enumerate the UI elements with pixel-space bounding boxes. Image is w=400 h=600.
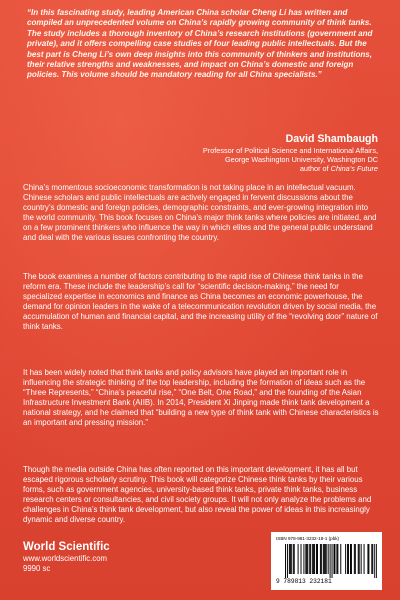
barcode-bar (354, 544, 355, 574)
barcode-bar (293, 544, 294, 574)
barcode-bar (372, 544, 373, 574)
publisher-code: 9990 sc (23, 564, 51, 573)
endorser-book-prefix: author of (299, 164, 331, 173)
barcode-bar (312, 544, 313, 574)
barcode-bar (334, 544, 335, 574)
endorser-book-credit (203, 164, 378, 173)
barcode-bar (323, 544, 324, 574)
barcode-bar (367, 544, 368, 574)
barcode-bar (364, 544, 365, 574)
barcode-bar (334, 544, 335, 574)
barcode-bar (320, 544, 321, 574)
barcode-bars (285, 544, 377, 578)
barcode-bar (309, 544, 310, 574)
barcode-bar (348, 544, 349, 574)
barcode-bar (289, 544, 290, 574)
isbn-label: ISBN 978-981-3232-18-1 (pbk) (276, 536, 340, 541)
barcode-bar (307, 544, 308, 574)
barcode-bar (361, 544, 362, 574)
barcode-bar (301, 544, 302, 574)
endorser-affiliation: George Washington University, Washington DC (224, 155, 378, 164)
barcode-bar (285, 544, 286, 578)
barcode-bar (290, 544, 291, 574)
barcode-bar (376, 544, 377, 578)
barcode-bar (336, 544, 337, 574)
barcode-bar (332, 544, 333, 578)
barcode-bar (371, 544, 372, 574)
description-paragraph-2: The book examines a number of factors contributing to the rapid rise of Chinese think tanks in the reform era. These include the leadership’s call for “scientific decision-making,” the need for specialized expertise in economics and finance as China becomes an economic powerhouse, the demand for opinion leaders in the wake of a telecommunication revolution driven by social media, the accumulation of human and financial capital, and the increasing utility of the “revolving door” nature of think tanks. (23, 272, 378, 331)
barcode-bar (324, 544, 325, 574)
barcode-bar (317, 544, 318, 574)
barcode-bar (345, 544, 346, 574)
endorser-book-title: China’s Future (330, 164, 378, 173)
barcode-bar (359, 544, 360, 574)
barcode-bar (316, 544, 317, 574)
barcode-bar (321, 544, 322, 574)
description-paragraph-4: Though the media outside China has often reported on this important development, it has all but escaped rigorous scholarly scrutiny. This book will categorize Chinese think tanks by their various forms, such as government agencies, university-based think tanks, private think tanks, business research centers or consultancies, and civil society groups. It will not only analyze the problems and challenges in China’s think tank development, but also reveal the power of ideas in this increasingly dynamic and diverse country. (23, 465, 372, 524)
barcode-bar (350, 544, 351, 574)
endorser-name: David Shambaugh (285, 133, 378, 145)
barcode-bar (291, 544, 292, 574)
barcode-bar (347, 544, 348, 574)
barcode-bar (305, 544, 306, 574)
description-paragraph-3: It has been widely noted that think tanks and policy advisors have played an important role in influencing the strategic thinking of the top leadership, including the formation of ideas such as the “Three Represents,” “China’s peaceful rise,” “One Belt, One Road,” and the founding of the Asian Infrastructure Investment Bank (AIIB). In 2014, President Xi Jinping made think tank development a national strategy, and he claimed that “building a new type of think tank with Chinese characteristics is an important and pressing mission.” (23, 368, 379, 427)
barcode-bar (303, 544, 304, 574)
description-paragraph-1: China’s momentous socioeconomic transformation is not taking place in an intellectual vacuum. Chinese scholars and public intellectuals are actively engaged in fervent discussions about the country’s domestic and foreign policies, demographic constraints, and ever-growing integration into the world community. This book focuses on China’s major think tanks where policies are initiated, and on a few prominent thinkers who influence the way in which elites and the general public understand and deal with the various issues confronting the country. (23, 183, 377, 242)
endorsement-quote: “In this fascinating study, leading American China scholar Cheng Li has written and compiled an unprecedented volume on China’s rapidly growing community of think tanks. The study includes a thorough inventory of China’s research institutions (government and private), and it offers compelling case studies of four leading public intellectuals. But the best part is Cheng Li’s own deep insights into this community of thinkers and institutions, their relative strengths and weaknesses, and impact on China’s domestic and foreign policies. This volume should be mandatory reading for all China specialists.” (27, 8, 373, 80)
barcode-bar (337, 544, 338, 574)
barcode-bar (313, 544, 314, 574)
barcode-bar (310, 544, 311, 574)
barcode-bar (368, 544, 369, 574)
publisher-url: www.worldscientific.com (23, 554, 108, 563)
endorser-block (203, 133, 378, 173)
barcode-bar (355, 544, 356, 574)
barcode-bar (340, 544, 341, 574)
barcode-bar (330, 544, 331, 578)
publisher-name: World Scientific (23, 541, 110, 553)
barcode-bar (351, 544, 352, 574)
barcode-bar (294, 544, 295, 574)
barcode-bar (374, 544, 375, 578)
barcode-digits: 9 789813 232181 (276, 578, 332, 585)
endorser-title: Professor of Political Science and International Affairs, (202, 146, 378, 155)
publisher-block (23, 540, 110, 574)
barcode-bar (326, 544, 327, 574)
barcode-bar (358, 544, 359, 574)
barcode-bar (325, 544, 326, 574)
barcode-bar (314, 544, 315, 574)
barcode-bar (328, 544, 329, 574)
barcode-bar (298, 544, 299, 574)
barcode-bar (287, 544, 288, 578)
isbn-barcode (271, 532, 382, 590)
barcode-bar (306, 544, 307, 574)
